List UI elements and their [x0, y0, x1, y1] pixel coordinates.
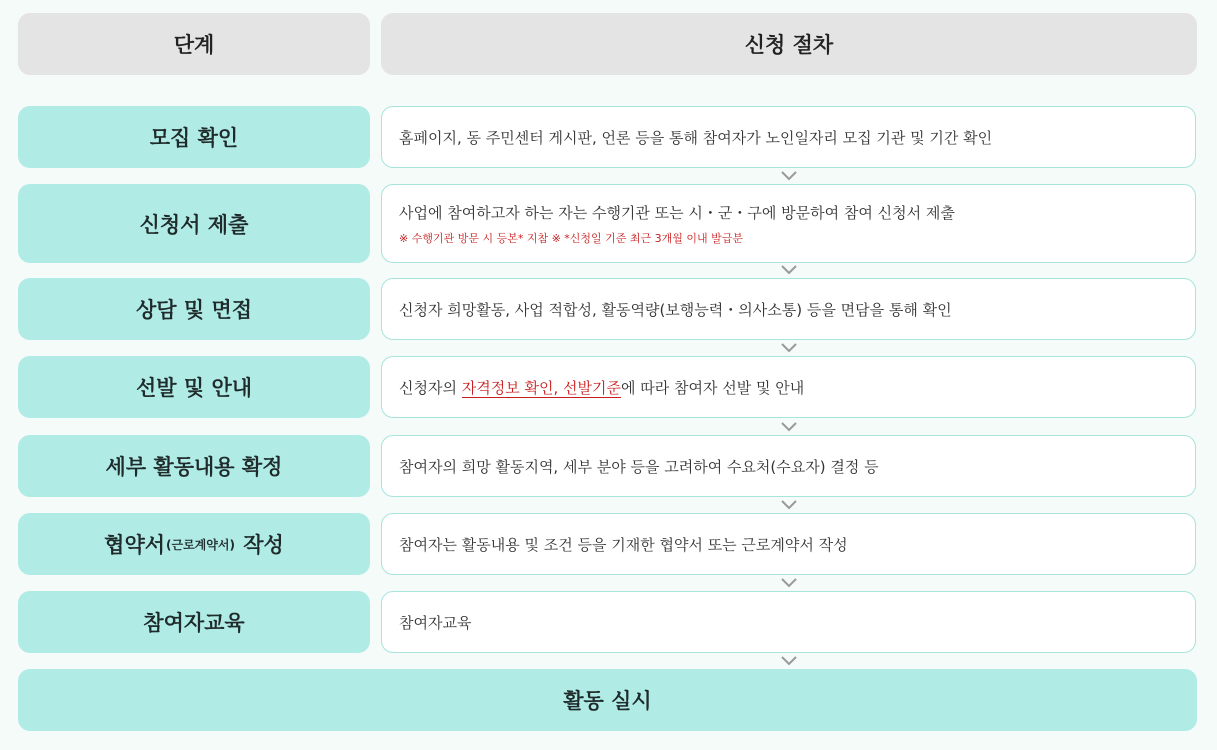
desc-text: 사업에 참여하고자 하는 자는 수행기관 또는 시・군・구에 방문하여 참여 신청서 제출 [399, 203, 955, 222]
desc-text: 참여자의 희망 활동지역, 세부 분야 등을 고려하여 수요처(수요자) 결정 등 [399, 457, 879, 476]
step-agreement [18, 513, 370, 575]
step-application: 신청서 제출 [18, 184, 370, 263]
step-activity-confirm-desc [381, 435, 1196, 497]
chevron-down-icon [781, 171, 797, 181]
chevron-down-icon [781, 500, 797, 510]
step-education: 참여자교육 [18, 591, 370, 653]
step-interview: 상담 및 면접 [18, 278, 370, 340]
chevron-down-icon [781, 422, 797, 432]
desc-prefix: 신청자의 [399, 378, 462, 397]
desc-suffix: 에 따라 참여자 선발 및 안내 [620, 378, 805, 397]
chevron-down-icon [781, 656, 797, 666]
desc-text: 참여자교육 [399, 613, 472, 632]
step-title-main: 협약서 [104, 533, 166, 557]
step-education-desc [381, 591, 1196, 653]
step-activity-confirm: 세부 활동내용 확정 [18, 435, 370, 497]
chevron-down-icon [781, 343, 797, 353]
header-procedure: 신청 절차 [381, 13, 1197, 75]
step-selection-desc [381, 356, 1196, 418]
desc-text: 홈페이지, 동 주민센터 게시판, 언론 등을 통해 참여자가 노인일자리 모집 기관 및 기간 확인 [399, 128, 993, 147]
step-selection: 선발 및 안내 [18, 356, 370, 418]
header-step: 단계 [18, 13, 370, 75]
step-agreement-desc [381, 513, 1196, 575]
desc-text: 신청자 희망활동, 사업 적합성, 활동역량(보행능력・의사소통) 등을 면담을 통해 확인 [399, 300, 952, 319]
chevron-down-icon [781, 578, 797, 588]
desc-text [399, 377, 1195, 398]
desc-note: ※ 수행기관 방문 시 등본* 지참 ※ *신청일 기준 최근 3개월 이내 발급분 [399, 231, 744, 245]
chevron-down-icon [781, 265, 797, 275]
step-title-small: (근로계약서) [166, 537, 235, 552]
step-interview-desc [381, 278, 1196, 340]
step-application-desc [381, 184, 1196, 263]
desc-text: 참여자는 활동내용 및 조건 등을 기재한 협약서 또는 근로계약서 작성 [399, 535, 848, 554]
step-title-tail: 작성 [243, 533, 284, 557]
step-recruit-check: 모집 확인 [18, 106, 370, 168]
final-step: 활동 실시 [18, 669, 1197, 731]
highlight-link[interactable]: 자격정보 확인, 선발기준 [461, 378, 621, 397]
step-recruit-check-desc [381, 106, 1196, 168]
